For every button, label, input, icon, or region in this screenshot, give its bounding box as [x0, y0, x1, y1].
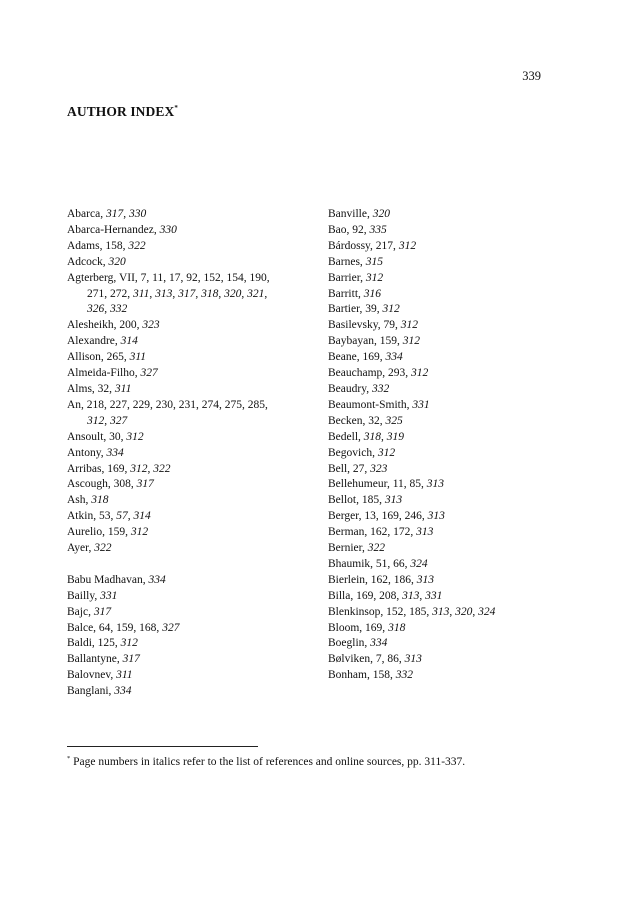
reference-page-number: 327 [140, 367, 158, 380]
reference-page-number: 313 [155, 287, 173, 300]
entry-name: Basilevsky, 79, [328, 319, 401, 332]
reference-page-number: 312 [365, 271, 384, 284]
footnote-rule [67, 746, 258, 747]
entry-name: Babu Madhavan, [67, 573, 149, 586]
entry-name: Baybayan, 159, [328, 335, 403, 348]
section-gap [67, 557, 322, 573]
index-entry-continuation [67, 414, 322, 430]
entry-name: Bierlein, 162, 186, [328, 573, 417, 586]
reference-page-number: 314 [120, 335, 138, 348]
page-separator: , [147, 462, 154, 475]
reference-page-number: 330 [128, 208, 147, 220]
index-entry [67, 621, 322, 637]
page-separator: , [104, 414, 110, 427]
reference-page-number: 321 [247, 287, 265, 300]
reference-page-number: 312 [398, 239, 417, 252]
index-entry [328, 525, 578, 541]
index-entry [67, 239, 322, 255]
entry-name: Berger, 13, 169, 246, [328, 510, 428, 523]
entry-name: Aurelio, 159, [67, 526, 131, 539]
title-footnote-marker: * [174, 104, 178, 112]
entry-name: Atkin, 53, [67, 510, 117, 523]
reference-page-number: 334 [370, 637, 388, 650]
entry-name: Bell, 27, [328, 462, 371, 475]
reference-page-number: 312 [130, 462, 148, 475]
index-entry [67, 318, 322, 334]
reference-page-number: 332 [371, 382, 390, 395]
index-entry [328, 430, 578, 446]
index-entry [328, 493, 578, 509]
reference-page-number: 322 [94, 542, 112, 555]
reference-page-number: 317 [93, 605, 112, 618]
entry-name: Alexandre, [67, 335, 121, 348]
reference-page-number: 313 [432, 605, 450, 618]
reference-page-number: 320 [372, 208, 390, 220]
index-entry [67, 366, 322, 382]
reference-page-number: 311 [133, 287, 150, 300]
index-entry [67, 207, 322, 223]
entry-name: Ansoult, 30, [67, 430, 127, 443]
reference-page-number: 313 [402, 589, 420, 602]
reference-page-number: 311 [129, 351, 147, 364]
index-entry [67, 430, 322, 446]
entry-name: Berman, 162, 172, [328, 526, 417, 539]
index-title-text: AUTHOR INDEX [67, 104, 175, 119]
index-entry [67, 525, 322, 541]
entry-name: Bernier, [328, 542, 368, 555]
index-entry [67, 255, 322, 271]
reference-page-number: 327 [110, 414, 128, 427]
entry-name: Ayer, [67, 542, 95, 555]
right-index-column [328, 207, 578, 684]
index-entry [328, 287, 578, 303]
index-entry [328, 255, 578, 271]
reference-page-number: 313 [384, 494, 403, 507]
index-entry [67, 271, 322, 287]
index-entry [328, 302, 578, 318]
reference-page-number: 334 [114, 685, 132, 698]
reference-page-number: 334 [385, 351, 403, 364]
reference-page-number: 318 [388, 621, 406, 634]
entry-name: Alesheikh, 200, [67, 319, 143, 332]
entry-name: An, 218, 227, 229, 230, 231, 274, 275, 285, [67, 398, 268, 411]
index-entry [328, 223, 578, 239]
page-separator: , [104, 303, 110, 316]
entry-name: Almeida-Filho, [67, 367, 141, 380]
reference-page-number: 313 [416, 573, 435, 586]
reference-page-number: 312 [377, 446, 396, 459]
entry-name: Balovnev, [67, 669, 117, 682]
index-entry [67, 589, 322, 605]
page-separator: , [449, 605, 456, 618]
reference-page-number: 317 [122, 653, 140, 666]
index-entry [67, 636, 322, 652]
entry-name: Bajc, [67, 605, 94, 618]
reference-page-number: 312 [402, 335, 420, 348]
entry-name: Arribas, 169, [67, 462, 131, 475]
index-entry-continuation [67, 302, 322, 318]
entry-name: Beaudry, [328, 382, 372, 395]
index-entry [328, 621, 578, 637]
reference-page-number: 314 [133, 510, 151, 523]
index-entry [67, 382, 322, 398]
entry-name: Banglani, [67, 685, 115, 698]
entry-name: Antony, [67, 446, 107, 459]
reference-page-number: 312 [382, 303, 400, 316]
index-entry [328, 509, 578, 525]
index-entry [328, 557, 578, 573]
reference-page-number: 313 [427, 510, 445, 523]
index-entry [67, 668, 322, 684]
page-separator: , [381, 430, 387, 443]
index-entry [328, 271, 578, 287]
reference-page-number: 332 [395, 669, 413, 682]
entry-name: Ash, [67, 494, 92, 507]
index-entry [328, 207, 578, 223]
page-separator: , [127, 510, 134, 523]
index-entry [67, 223, 322, 239]
entry-name: Abarca, [67, 208, 106, 220]
reference-page-number: 318 [363, 430, 382, 443]
reference-page-number: 317 [136, 478, 154, 491]
entry-name: Banville, [328, 208, 373, 220]
index-entry [67, 462, 322, 478]
reference-page-number: 323 [370, 462, 388, 475]
reference-page-number: 331 [100, 589, 118, 602]
index-heading [67, 104, 178, 120]
index-entry [67, 350, 322, 366]
index-entry [67, 605, 322, 621]
index-entry [67, 684, 322, 700]
entry-name: Balce, 64, 159, 168, [67, 621, 163, 634]
entry-name: Barnes, [328, 255, 366, 268]
reference-page-number: 317 [178, 287, 196, 300]
page-separator: , [172, 287, 179, 300]
entry-name: Baldi, 125, [67, 637, 121, 650]
entry-name: Boeglin, [328, 637, 371, 650]
left-index-column [67, 207, 322, 700]
entry-name: Bølviken, 7, 86, [328, 653, 405, 666]
reference-page-number: 312 [400, 319, 418, 332]
index-entry [328, 477, 578, 493]
reference-page-number: 319 [386, 430, 405, 443]
footnote [67, 755, 465, 768]
entry-name: 271, 272, [87, 287, 133, 300]
page-separator: , [218, 287, 225, 300]
index-entry [67, 573, 322, 589]
reference-page-number: 323 [142, 319, 160, 332]
page-separator: , [419, 589, 426, 602]
index-entry [328, 318, 578, 334]
entry-name: Begovich, [328, 446, 378, 459]
index-entry [328, 382, 578, 398]
index-entry [67, 541, 322, 557]
index-entry [328, 446, 578, 462]
entry-name: Adcock, [67, 255, 109, 268]
index-entry [328, 334, 578, 350]
index-entry [328, 573, 578, 589]
index-entry [328, 668, 578, 684]
entry-name: Becken, 32, [328, 414, 386, 427]
reference-page-number: 322 [153, 462, 171, 475]
reference-page-number: 322 [128, 239, 146, 252]
index-entry [328, 398, 578, 414]
page-separator: , [264, 287, 268, 300]
index-entry [67, 493, 322, 509]
entry-name: Bellehumeur, 11, 85, [328, 478, 427, 491]
entry-name: Billa, 169, 208, [328, 589, 403, 602]
index-entry [328, 239, 578, 255]
index-entry [67, 398, 322, 414]
reference-page-number: 325 [385, 414, 403, 427]
index-entry [67, 652, 322, 668]
entry-name: Barrier, [328, 271, 366, 284]
footnote-marker: * [67, 755, 71, 762]
reference-page-number: 322 [367, 542, 386, 555]
reference-page-number: 335 [369, 223, 387, 236]
footnote-text: Page numbers in italics refer to the list of references and online sources, pp. 311-337. [70, 756, 466, 768]
reference-page-number: 330 [159, 223, 177, 236]
reference-page-number: 332 [110, 303, 128, 316]
reference-page-number: 312 [130, 526, 149, 539]
index-entry [328, 350, 578, 366]
entry-name: Ascough, 308, [67, 478, 137, 491]
entry-name: Abarca-Hernandez, [67, 223, 160, 236]
entry-name: Allison, 265, [67, 351, 130, 364]
entry-name: Bonham, 158, [328, 669, 396, 682]
reference-page-number: 312 [120, 637, 138, 650]
entry-name: Ballantyne, [67, 653, 123, 666]
reference-page-number: 331 [412, 398, 430, 411]
reference-page-number: 331 [425, 589, 443, 602]
reference-page-number: 57 [116, 510, 128, 523]
page-separator: , [149, 287, 156, 300]
reference-page-number: 311 [114, 382, 132, 395]
entry-name: Blenkinsop, 152, 185, [328, 605, 433, 618]
page-separator: , [472, 605, 479, 618]
entry-name: Bao, 92, [328, 223, 370, 236]
entry-name: Barritt, [328, 287, 364, 300]
reference-page-number: 312 [126, 430, 144, 443]
entry-name: Agterberg, VII, 7, 11, 17, 92, 152, 154, 190, [67, 271, 270, 284]
reference-page-number: 324 [478, 605, 496, 618]
reference-page-number: 312 [87, 414, 105, 427]
page-number: 339 [522, 69, 541, 83]
entry-name: Bartier, 39, [328, 303, 383, 316]
reference-page-number: 313 [416, 526, 434, 539]
entry-name: Bedell, [328, 430, 364, 443]
index-entry [67, 477, 322, 493]
index-entry [328, 636, 578, 652]
reference-page-number: 334 [106, 446, 124, 459]
entry-name: Bloom, 169, [328, 621, 389, 634]
reference-page-number: 313 [404, 653, 422, 666]
reference-page-number: 320 [108, 255, 126, 268]
reference-page-number: 315 [365, 255, 383, 268]
page-separator: , [241, 287, 248, 300]
reference-page-number: 320 [455, 605, 473, 618]
index-entry [328, 652, 578, 668]
entry-name: Bailly, [67, 589, 101, 602]
index-entry [328, 589, 578, 605]
entry-name: Bellot, 185, [328, 494, 385, 507]
reference-page-number: 313 [426, 478, 445, 491]
index-entry [67, 334, 322, 350]
entry-name: Bhaumik, 51, 66, [328, 557, 411, 570]
entry-name: Beane, 169, [328, 351, 386, 364]
reference-page-number: 318 [201, 287, 219, 300]
reference-page-number: 320 [224, 287, 242, 300]
index-entry [67, 446, 322, 462]
reference-page-number: 318 [91, 494, 109, 507]
entry-name: Beaumont-Smith, [328, 398, 413, 411]
index-entry [67, 509, 322, 525]
entry-name: Bárdossy, 217, [328, 239, 399, 252]
index-entry [328, 605, 578, 621]
reference-page-number: 317 [105, 208, 124, 220]
entry-name: Beauchamp, 293, [328, 367, 412, 380]
reference-page-number: 312 [411, 367, 429, 380]
page-separator: , [123, 208, 129, 220]
entry-name: Alms, 32, [67, 382, 115, 395]
reference-page-number: 334 [148, 573, 166, 586]
entry-name: Adams, 158, [67, 239, 129, 252]
reference-page-number: 311 [116, 669, 133, 682]
index-entry-continuation [67, 287, 322, 303]
reference-page-number: 324 [410, 557, 428, 570]
index-entry [328, 414, 578, 430]
reference-page-number: 327 [162, 621, 180, 634]
index-entry [328, 366, 578, 382]
index-entry [328, 541, 578, 557]
index-entry [328, 462, 578, 478]
reference-page-number: 316 [363, 287, 382, 300]
page-separator: , [195, 287, 202, 300]
reference-page-number: 326 [87, 303, 105, 316]
